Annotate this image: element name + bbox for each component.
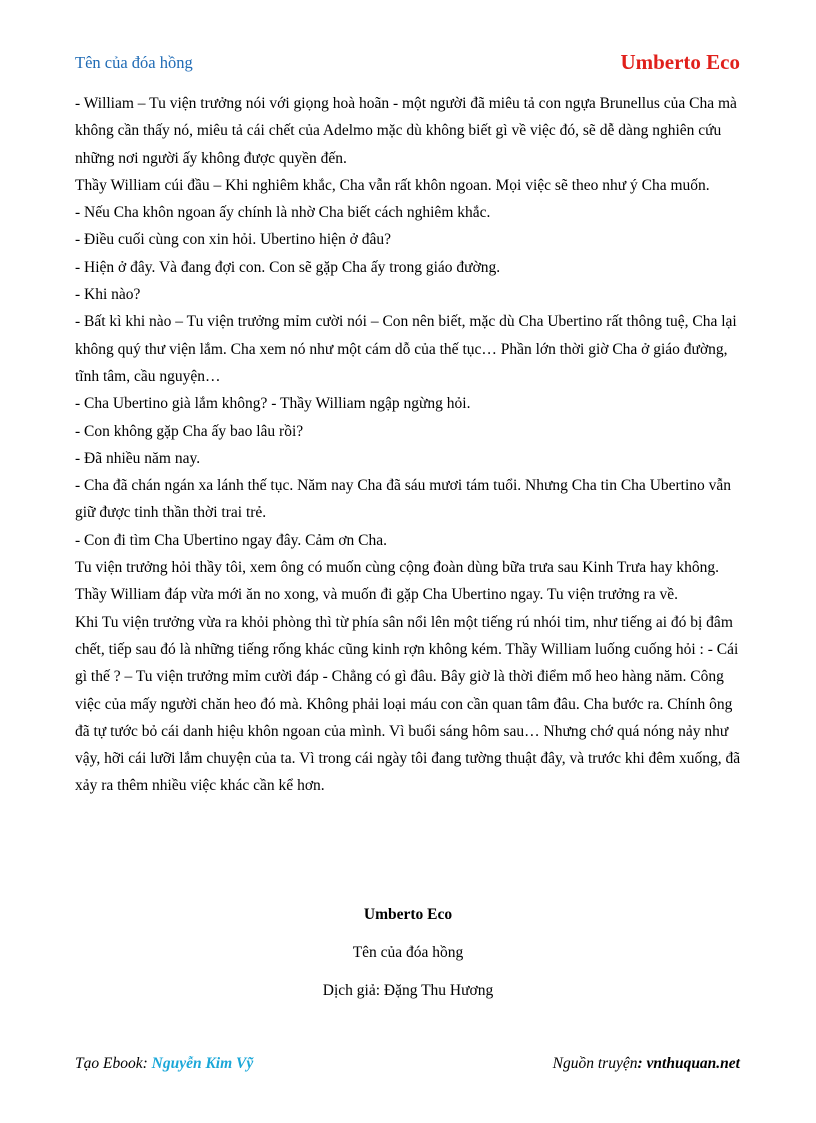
paragraph: Khi Tu viện trưởng vừa ra khỏi phòng thì từ phía sân nổi lên một tiếng rú nhói tim, như tiếng ai đó bị đâm chết, tiếp sau đó là những tiếng rống khác cũng kinh rợn không kém. Thầy William luống cuống hỏi : - Cái gì thế ? – Tu viện trưởng mỉm cười đáp - Chẳng có gì đâu. Bây giờ là thời điểm mổ heo hàng năm. Công việc của mấy người chăn heo đó mà. Không phải loại máu con cần quan tâm đâu. Cha bước ra. Chính ông đã tự tước bỏ cái danh hiệu khôn ngoan của mình. Vì buổi sáng hôm sau… Nhưng chớ quá nóng nảy như vậy, hỡi cái lưỡi lắm chuyện của ta. Vì trong cái ngày tôi đang tường thuật đây, và trước khi đêm xuống, đã xảy ra thêm nhiều việc khác cần kể hơn. xyxy=(75,613,741,795)
page-footer xyxy=(75,1055,740,1077)
ebook-creator-label: Tạo Ebook xyxy=(75,1055,143,1072)
paragraph: - William – Tu viện trưởng nói với giọng hoà hoãn - một người đã miêu tả con ngựa Brunellus của Cha mà không cần thấy nó, miêu tả cái chết của Adelmo mặc dù không biết gì về việc đó, sẽ dễ dàng nghiên cứu những nơi người ấy không được quyền đến. xyxy=(75,95,737,167)
paragraph: - Cha đã chán ngán xa lánh thế tục. Năm nay Cha đã sáu mươi tám tuổi. Nhưng Cha tin Cha Ubertino vẫn giữ được tinh thần thời trai trẻ. xyxy=(75,477,732,522)
paragraph: - Khi nào? xyxy=(75,286,141,304)
credits-translator: Dịch giả: Đặng Thu Hương xyxy=(322,982,494,999)
book-title-header: Tên của đóa hồng xyxy=(75,53,193,72)
paragraph: - Con đi tìm Cha Ubertino ngay đây. Cảm ơn Cha. xyxy=(75,531,387,549)
credits-title: Tên của đóa hồng xyxy=(352,944,464,961)
paragraph: - Cha Ubertino già lắm không? - Thầy William ngập ngừng hỏi. xyxy=(75,395,471,413)
body-text xyxy=(75,90,743,800)
paragraph: - Điều cuối cùng con xin hỏi. Ubertino hiện ở đâu? xyxy=(75,231,391,249)
paragraph: - Con không gặp Cha ấy bao lâu rồi? xyxy=(75,422,304,440)
ebook-creator-name: Nguyễn Kim Vỹ xyxy=(151,1055,254,1072)
paragraph: - Hiện ở đây. Và đang đợi con. Con sẽ gặp Cha ấy trong giáo đường. xyxy=(75,258,501,276)
story-source: Nguồn truyện: vnthuquan.net xyxy=(552,1055,740,1072)
paragraph: - Nếu Cha khôn ngoan ấy chính là nhờ Cha biết cách nghiêm khắc. xyxy=(75,204,491,222)
credits-block xyxy=(0,905,816,1019)
ebook-creator: Tạo Ebook: Nguyễn Kim Vỹ xyxy=(75,1055,254,1072)
paragraph: Thầy William cúi đầu – Khi nghiêm khắc, Cha vẫn rất khôn ngoan. Mọi việc sẽ theo như ý Cha muốn. xyxy=(75,176,710,194)
story-source-label: Nguồn truyện xyxy=(552,1055,638,1072)
paragraph: Tu viện trưởng hỏi thầy tôi, xem ông có muốn cùng cộng đoàn dùng bữa trưa sau Kinh Trưa hay không. Thầy William đáp vừa mới ăn no xong, và muốn đi gặp Cha Ubertino ngay. Tu viện trưởng ra về. xyxy=(75,559,719,604)
story-source-name: vnthuquan.net xyxy=(646,1055,740,1072)
paragraph: - Đã nhiều năm nay. xyxy=(75,449,201,467)
author-header: Umberto Eco xyxy=(620,50,740,74)
paragraph: - Bất kì khi nào – Tu viện trưởng mỉm cười nói – Con nên biết, mặc dù Cha Ubertino rất thông tuệ, Cha lại không quý thư viện lắm. Cha xem nó như một cám dỗ của thế tục… Phần lớn thời giờ Cha ở giáo đường, tĩnh tâm, cầu nguyện… xyxy=(75,313,737,385)
page-header xyxy=(75,50,740,76)
credits-author: Umberto Eco xyxy=(363,906,453,923)
